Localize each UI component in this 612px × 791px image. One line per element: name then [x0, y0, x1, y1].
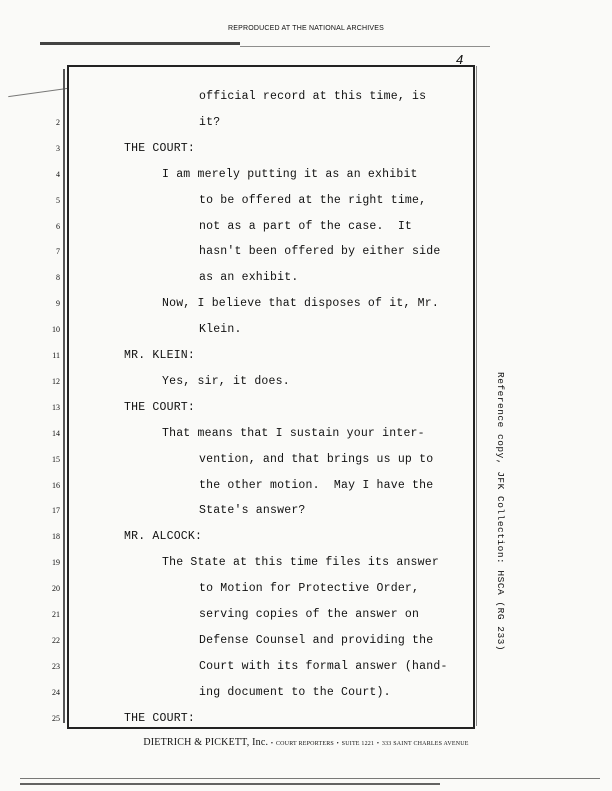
side-stamp: Reference copy, JFK Collection: HSCA (RG 233): [495, 372, 506, 652]
line-number: 15: [52, 454, 60, 464]
footer-address: 333 SAINT CHARLES AVENUE: [381, 741, 469, 747]
transcript-line: ing document to the Court).: [199, 685, 391, 699]
scan-mark-top: [40, 42, 240, 45]
transcript-line: the other motion. May I have the: [199, 478, 434, 492]
line-number: 19: [52, 558, 60, 568]
transcript-line: hasn't been offered by either side: [199, 245, 441, 259]
transcript-line: The State at this time files its answer: [162, 556, 439, 570]
transcript-line: Now, I believe that disposes of it, Mr.: [162, 297, 439, 311]
line-number: 13: [52, 402, 60, 412]
frame-right-rule: [476, 66, 477, 726]
transcript-line: vention, and that brings us up to: [199, 452, 434, 466]
footer-suite: SUITE 1221: [341, 741, 375, 747]
footer-separator: •: [270, 741, 274, 747]
line-number: 12: [52, 376, 60, 386]
footer-firm: DIETRICH & PICKETT, Inc.: [143, 737, 269, 748]
transcript-line: MR. ALCOCK:: [124, 530, 203, 544]
transcript-line: Yes, sir, it does.: [162, 374, 290, 388]
scan-mark-bottom: [20, 778, 600, 779]
transcript-line: to Motion for Protective Order,: [199, 582, 420, 596]
transcript-line: not as a part of the case. It: [199, 219, 413, 233]
line-number: 8: [56, 273, 60, 283]
archive-header: REPRODUCED AT THE NATIONAL ARCHIVES: [228, 25, 384, 32]
transcript-frame: [67, 65, 475, 729]
line-number: 4: [56, 169, 60, 179]
scan-mark-bottom-2: [20, 783, 440, 785]
line-number: 5: [56, 195, 60, 205]
transcript-line: THE COURT:: [124, 711, 196, 725]
footer-role: COURT REPORTERS: [275, 741, 334, 747]
footer-separator: •: [376, 741, 380, 747]
line-number: 2: [56, 117, 60, 127]
line-number: 21: [52, 610, 60, 619]
transcript-line: MR. KLEIN:: [124, 349, 196, 362]
line-number: 14: [52, 428, 60, 438]
transcript-line: Court with its formal answer (hand-: [199, 659, 448, 673]
footer-separator: •: [336, 741, 339, 747]
transcript-line: I am merely putting it as an exhibit: [162, 167, 418, 181]
frame-left-rule: [63, 69, 65, 723]
transcript-line: serving copies of the answer on: [199, 608, 420, 621]
line-number: 3: [56, 143, 60, 153]
line-number: 10: [52, 325, 60, 335]
line-number: 22: [52, 635, 60, 645]
line-number: 25: [52, 713, 60, 723]
line-number: 6: [56, 221, 60, 231]
line-number: 20: [52, 584, 60, 594]
transcript-line: That means that I sustain your inter-: [162, 426, 425, 440]
line-number: 16: [52, 480, 60, 490]
transcript-line: to be offered at the right time,: [199, 193, 427, 207]
transcript-line: Defense Counsel and providing the: [199, 633, 434, 647]
scan-mark-top-right: [240, 46, 490, 47]
transcript-line: Klein.: [199, 323, 242, 337]
line-number: 18: [52, 532, 60, 542]
line-number: 7: [56, 247, 60, 257]
scan-mark-left: [8, 88, 68, 97]
line-number: 17: [52, 506, 60, 516]
line-number: 24: [52, 687, 60, 697]
line-number: 23: [52, 661, 60, 671]
transcript-line: it?: [199, 115, 221, 129]
transcript-line: as an exhibit.: [199, 271, 299, 285]
page-footer: [0, 737, 612, 748]
line-number: 11: [52, 351, 60, 360]
transcript-line: THE COURT:: [124, 400, 196, 414]
line-number: 9: [56, 299, 60, 309]
page-number: 4: [456, 52, 464, 67]
transcript-line: State's answer?: [199, 504, 306, 518]
transcript-line: official record at this time, is: [199, 90, 427, 103]
transcript-line: THE COURT:: [124, 141, 196, 155]
